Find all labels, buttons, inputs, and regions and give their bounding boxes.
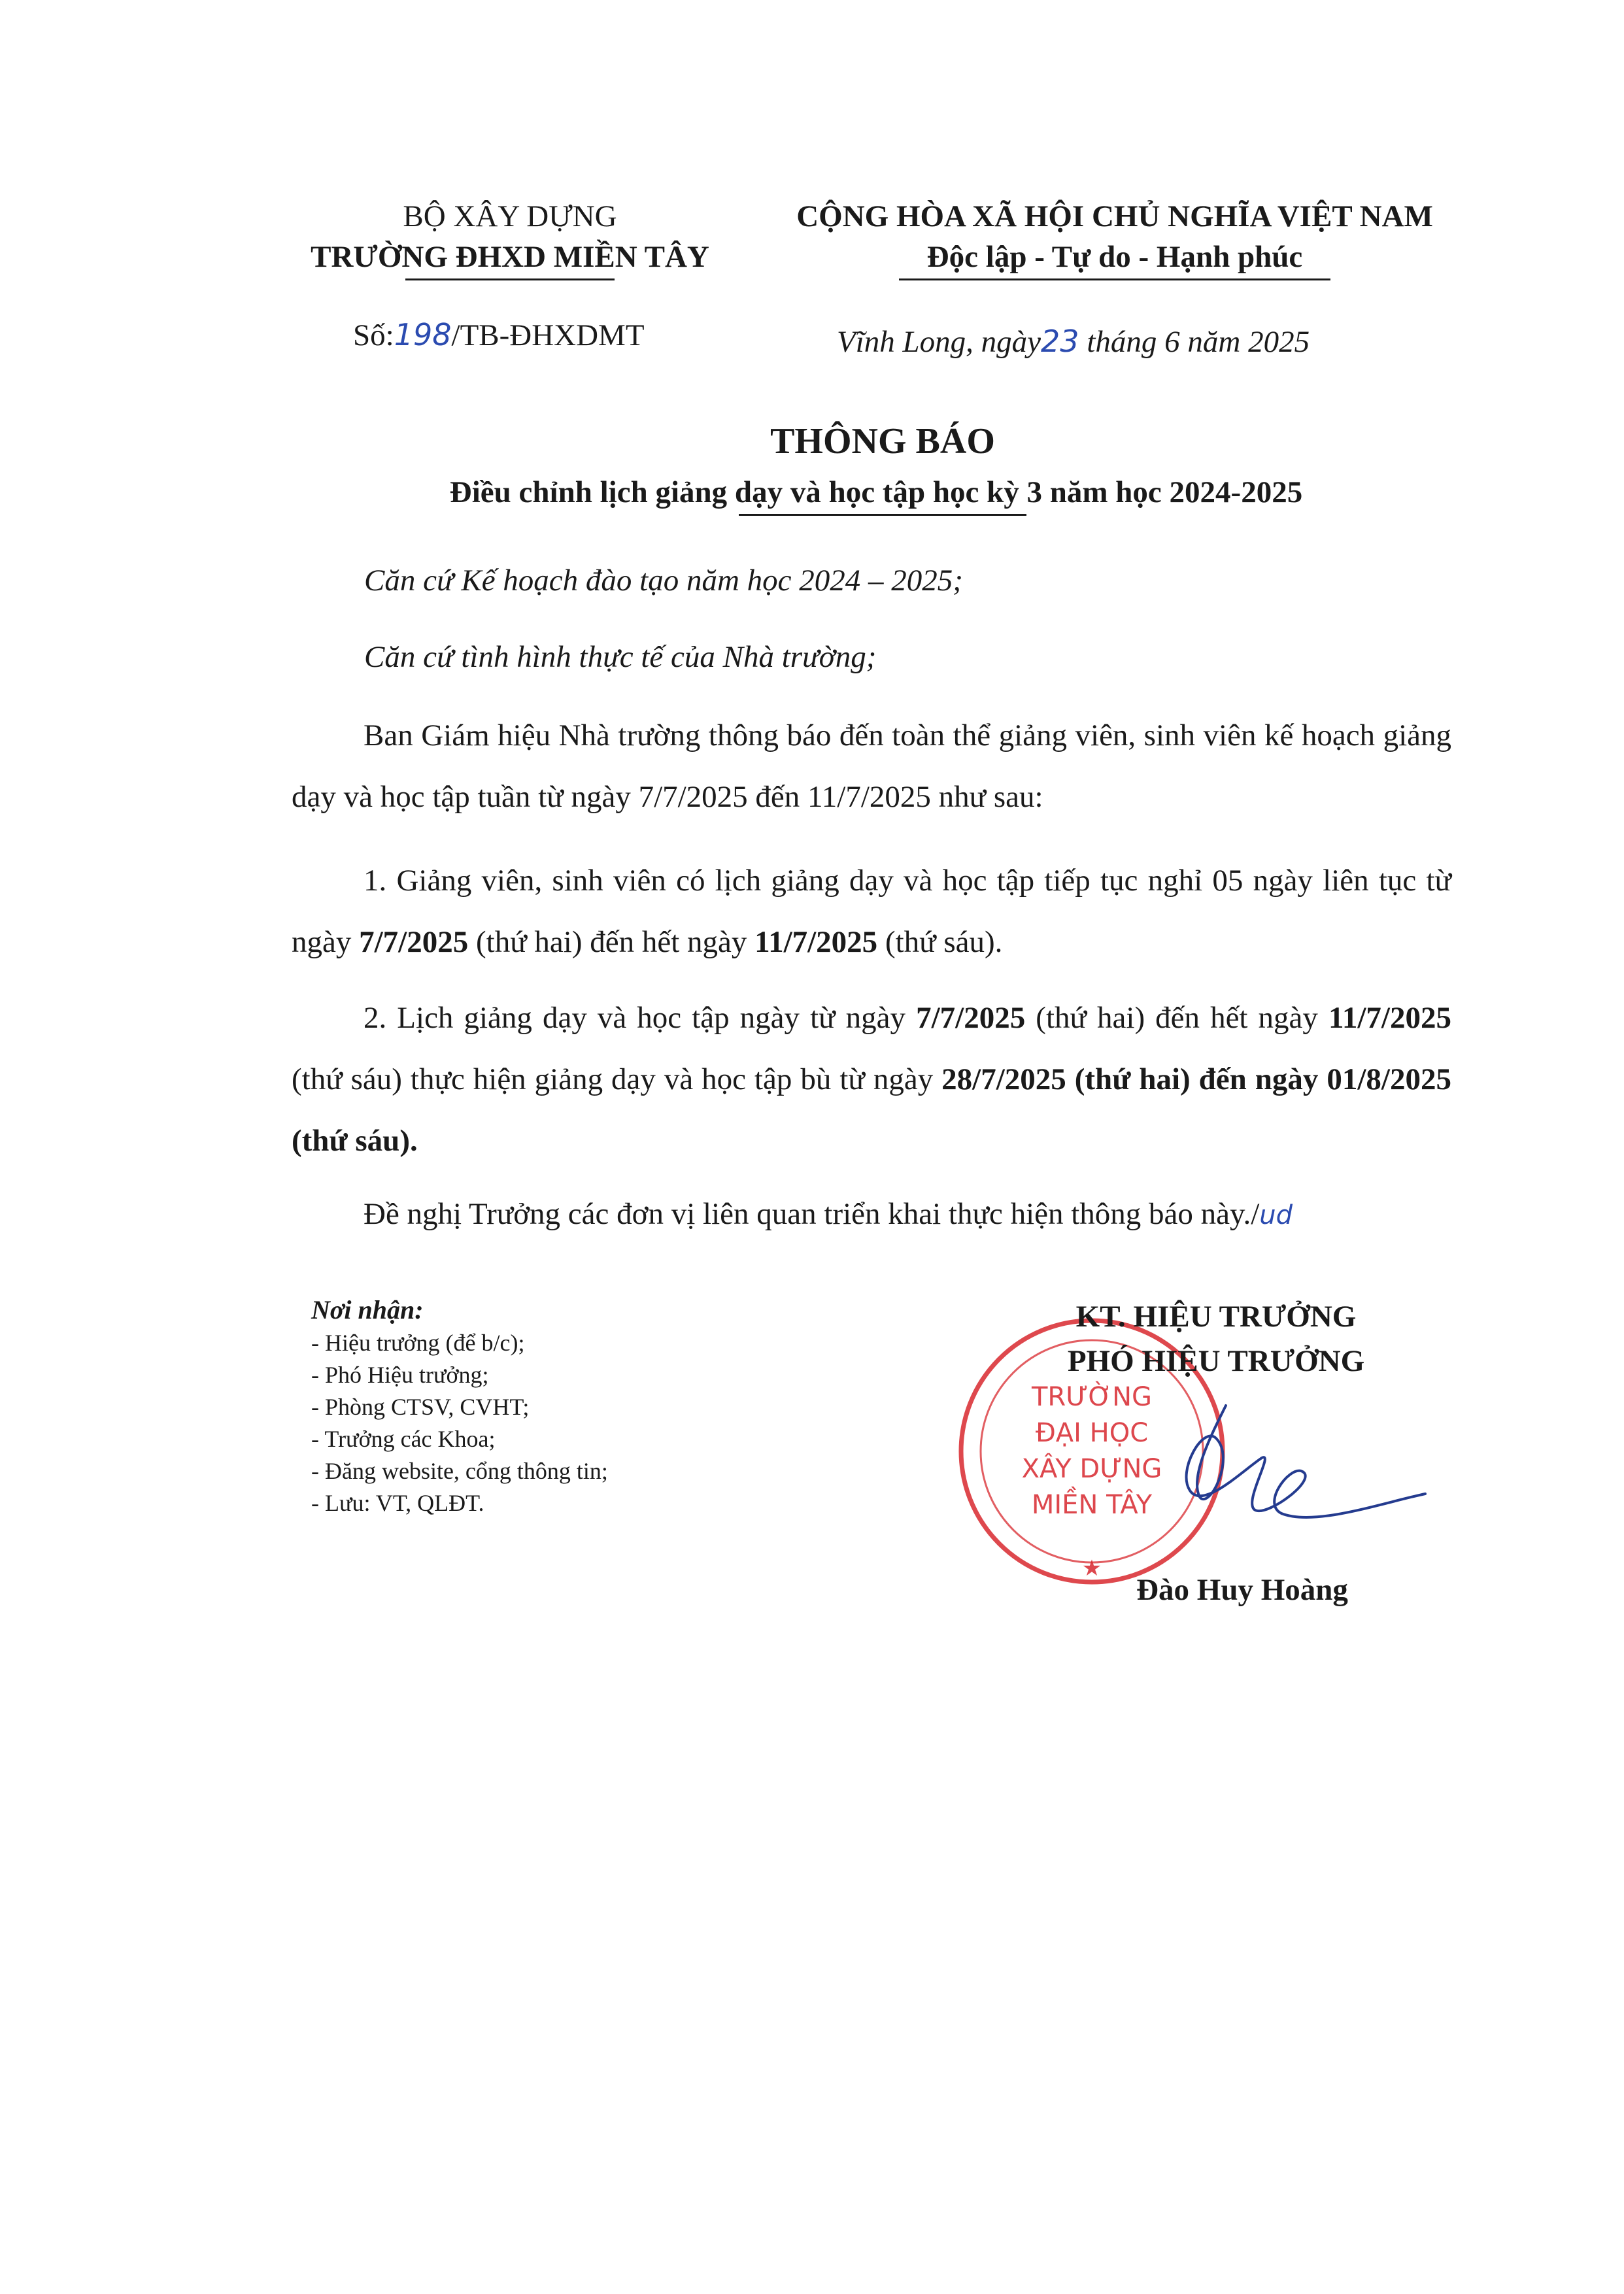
svg-text:★: ★ xyxy=(1081,1555,1102,1581)
issuer-underline xyxy=(405,278,615,280)
place-date xyxy=(837,322,1310,362)
recipients-title: Nơi nhận: xyxy=(311,1295,424,1324)
signature-title-block xyxy=(981,1294,1451,1383)
country-name: CỘNG HÒA XÃ HỘI CHỦ NGHĨA VIỆT NAM xyxy=(796,199,1433,233)
place-date-prefix: Vĩnh Long, ngày xyxy=(837,325,1041,359)
signature-title-line2: PHÓ HIỆU TRƯỞNG xyxy=(1067,1344,1365,1378)
intro-paragraph: Ban Giám hiệu Nhà trường thông báo đến toàn thể giảng viên, sinh viên kế hoạch giảng dạy và học tập tuần từ ngày 7/7/2025 đến 11/7/2025 như sau: xyxy=(292,718,1451,814)
item-1-paragraph xyxy=(292,850,1451,973)
national-header xyxy=(752,196,1478,280)
university-name: TRƯỜNG ĐHXD MIỀN TÂY xyxy=(311,240,709,274)
item-1-text: (thứ sáu). xyxy=(877,925,1003,959)
doc-number-handwritten: 198 xyxy=(394,317,452,352)
signer-name: Đào Huy Hoàng xyxy=(1136,1573,1348,1607)
closing-text: Đề nghị Trưởng các đơn vị liên quan triển khai thực hiện thông báo này./ xyxy=(364,1197,1260,1231)
item-1-text: (thứ hai) đến hết ngày xyxy=(468,925,755,959)
item-2-text: (thứ hai) đến hết ngày xyxy=(1025,1001,1328,1035)
svg-text:TRƯỜNG: TRƯỜNG xyxy=(1032,1382,1152,1412)
item-2-text: (thứ sáu) thực hiện giảng dạy và học tập bù từ ngày xyxy=(292,1062,942,1096)
legal-basis-2: Căn cứ tình hình thực tế của Nhà trường; xyxy=(364,640,877,674)
place-date-suffix: tháng 6 năm 2025 xyxy=(1079,325,1310,359)
signature-title-line1: KT. HIỆU TRƯỞNG xyxy=(1075,1300,1357,1334)
svg-text:XÂY DỰNG: XÂY DỰNG xyxy=(1021,1454,1162,1484)
item-1-date-end: 11/7/2025 xyxy=(754,925,878,959)
document-title: THÔNG BÁO xyxy=(770,421,995,462)
svg-text:MIỀN TÂY: MIỀN TÂY xyxy=(1031,1490,1153,1520)
doc-number-suffix: /TB-ĐHXDMT xyxy=(451,318,645,352)
closing-initials: ud xyxy=(1259,1200,1293,1230)
item-1-date-start: 7/7/2025 xyxy=(359,925,469,959)
recipient-item: - Hiệu trưởng (để b/c); xyxy=(311,1330,525,1356)
recipient-item: - Trưởng các Khoa; xyxy=(311,1426,496,1452)
item-2-paragraph xyxy=(292,987,1451,1172)
item-2-makeup-dates: 28/7/2025 (thứ hai) đến ngày 01/8/2025 (thứ sáu). xyxy=(292,1062,1451,1158)
recipient-item: - Lưu: VT, QLĐT. xyxy=(311,1490,484,1516)
svg-text:ĐẠI HỌC: ĐẠI HỌC xyxy=(1035,1418,1149,1448)
item-2-date-start: 7/7/2025 xyxy=(916,1001,1026,1035)
item-1-text: 1. Giảng viên, sinh viên có lịch giảng dạy và học tập tiếp tục nghỉ 05 ngày liên tục từ ngày xyxy=(292,864,1451,959)
recipients-block xyxy=(311,1293,608,1519)
issuer-header xyxy=(281,196,739,280)
recipient-item: - Phòng CTSV, CVHT; xyxy=(311,1394,530,1420)
recipients-list xyxy=(311,1327,608,1519)
subtitle-underline xyxy=(739,514,1026,516)
handwritten-signature xyxy=(1164,1379,1438,1536)
closing-paragraph xyxy=(292,1183,1451,1246)
motto: Độc lập - Tự do - Hạnh phúc xyxy=(926,240,1303,274)
motto-underline xyxy=(899,278,1330,280)
item-2-text: 2. Lịch giảng dạy và học tập ngày từ ngày xyxy=(364,1001,917,1035)
item-2-date-end: 11/7/2025 xyxy=(1328,1001,1451,1035)
recipient-item: - Phó Hiệu trưởng; xyxy=(311,1362,489,1388)
doc-number-prefix: Số: xyxy=(353,318,394,352)
date-day-handwritten: 23 xyxy=(1041,324,1079,359)
document-subtitle: Điều chỉnh lịch giảng dạy và học tập học kỳ 3 năm học 2024-2025 xyxy=(449,475,1303,509)
ministry-name: BỘ XÂY DỰNG xyxy=(403,199,617,233)
legal-basis-1: Căn cứ Kế hoạch đào tạo năm học 2024 – 2025; xyxy=(364,564,963,598)
recipient-item: - Đăng website, cổng thông tin; xyxy=(311,1458,608,1484)
document-number xyxy=(353,315,645,355)
